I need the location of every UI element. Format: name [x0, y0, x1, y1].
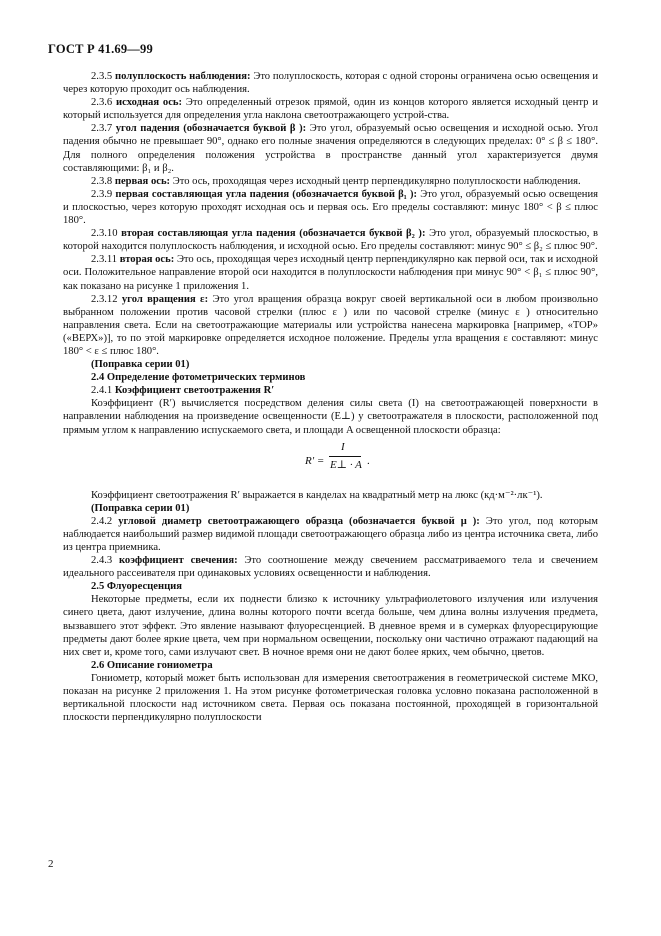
- amendment-note: (Поправка серии 01): [91, 359, 190, 371]
- section-2-3-7: 2.3.7 угол падения (обозначается буквой β ): Это угол, образуемый осью освещения и исходной осью. Угол падения обычно не превышает 90°, однако его полные значения определяются в следующих пределах: 0° ≤ β ≤ 180°. Для полного определения положения устройства в пространстве данный угол характеризуется двумя составляющими: β₁ и β₂.: [63, 123, 598, 174]
- section-2-3-9: 2.3.9 первая составляющая угла падения (обозначается буквой β₁ ): Это угол, образуемый осью освещения и плоскостью, через которую проходят исходная ось и первая ось. Его пределы составляют: минус 180° < β ≤ плюс 180°.: [63, 188, 599, 227]
- section-2-3-8: 2.3.8 первая ось: Это ось, проходящая через исходный центр перпендикулярно полуплоскости наблюдения.: [91, 175, 581, 187]
- page-number: 2: [48, 858, 54, 870]
- section-2-3-5: 2.3.5 полуплоскость наблюдения: Это полуплоскость, которая с одной стороны ограничена осью освещения и через которую проходит ось наблюдения.: [63, 71, 598, 96]
- heading-2-5: 2.5 Флуоресценция: [91, 581, 183, 593]
- heading-2-4: 2.4 Определение фотометрических терминов: [91, 372, 306, 384]
- section-2-4-2: 2.4.2 угловой диаметр светоотражающего образца (обозначается буквой μ ): Это угол, под которым наблюдается наибольший размер видимой площади светоотражающего образца либо из центра источника света, либо из центра приемника.: [63, 515, 598, 553]
- section-2-3-12: 2.3.12 угол вращения ε: Это угол вращения образца вокруг своей вертикальной оси в любом произвольно выбранном положении против часовой стрелки (плюс ε ) или по часовой стрелке (минус ε ) относительно направления света. Если на светоотражающие материалы или устройства нанесена маркировка [например, «TOP» («ВЕРХ»)], то по этой маркировке определяется исходное положение. Пределы угла вращения ε составляют: минус 180° < ε ≤ плюс 180°.: [63, 293, 598, 357]
- section-2-6-text: Гониометр, который может быть использован для измерения светоотражения в геометрической системе МКО, показан на рисунке 2 приложения 1. На этом рисунке фотометрическая головка условно показана расположенной в вертикальной плоскости над источником света. Первая ось показана постоянной, проходящей в горизонтальной плоскости перпендикулярно полуплоскости: [63, 672, 598, 724]
- reflection-formula: [63, 441, 598, 483]
- section-2-4-1-text: Коэффициент (R′) вычисляется посредством деления силы света (I) на светоотражающей поверхности в направлении наблюдения на произведение освещенности (E⊥) у светоотражателя в плоскости, расположенной под прямым углом к направлению испускаемого света, и площади A освещенной плоскости образца:: [63, 398, 598, 436]
- amendment-note: (Поправка серии 01): [91, 502, 190, 514]
- document-header: ГОСТ Р 41.69—99: [48, 42, 153, 56]
- section-2-3-6: 2.3.6 исходная ось: Это определенный отрезок прямой, один из концов которого является исходный центр и который используется для определения угла наклона светоотражающего устрой-ства.: [63, 97, 598, 122]
- section-2-4-1-unit: Коэффициент светоотражения R′ выражается в канделах на квадратный метр на люкс (кд·м⁻²·лк⁻¹).: [91, 489, 543, 501]
- formula-end: .: [367, 454, 370, 467]
- formula-lhs: R′ =: [305, 454, 325, 467]
- fraction-bar: [329, 456, 361, 457]
- section-2-4-1-title: 2.4.1 Коэффициент светоотражения R′: [91, 385, 275, 397]
- section-2-3-11: 2.3.11 вторая ось: Это ось, проходящая через исходный центр перпендикулярно как первой оси, так и исходной оси. Положительное направление второй оси находится в полуплоскости наблюдения при минус 90° < β₁ ≤ плюс 90°, как показано на рисунке 1 приложения 1.: [63, 254, 598, 292]
- section-2-5-text: Некоторые предметы, если их поднести близко к источнику ультрафиолетового излучения или излучения синего цвета, дают излучение, длина волны которого почти всегда больше, чем длина волны излучения предмета, вызвавшего этот эффект. Это явление называют флуоресценцией. В дневное время и в сумерках флуоресцирующие предметы дают более яркие цвета, чем при нормальном освещении, поскольку они частично отражают падающий на них свет и, кроме того, сами излучают свет. В ночное время они не дают более ярких, чем обычно, цветов.: [63, 594, 598, 658]
- section-2-4-3: 2.4.3 коэффициент свечения: Это соотношение между свечением рассматриваемого тела и свечением идеального рассеивателя при одинаковых условиях освещенности и наблюдения.: [63, 555, 599, 580]
- formula-numerator: I: [341, 440, 345, 453]
- document-body: [63, 70, 598, 724]
- section-2-3-10: 2.3.10 вторая составляющая угла падения (обозначается буквой β₂ ): Это угол, образуемый плоскостью, в которой находится полуплоскость наблюдения, и исходной осью. Его пределы составляют: минус 90° ≤ β₂ ≤ плюс 90°.: [63, 228, 598, 253]
- formula-denominator: E⊥ · A: [330, 458, 362, 471]
- heading-2-6: 2.6 Описание гониометра: [91, 659, 213, 671]
